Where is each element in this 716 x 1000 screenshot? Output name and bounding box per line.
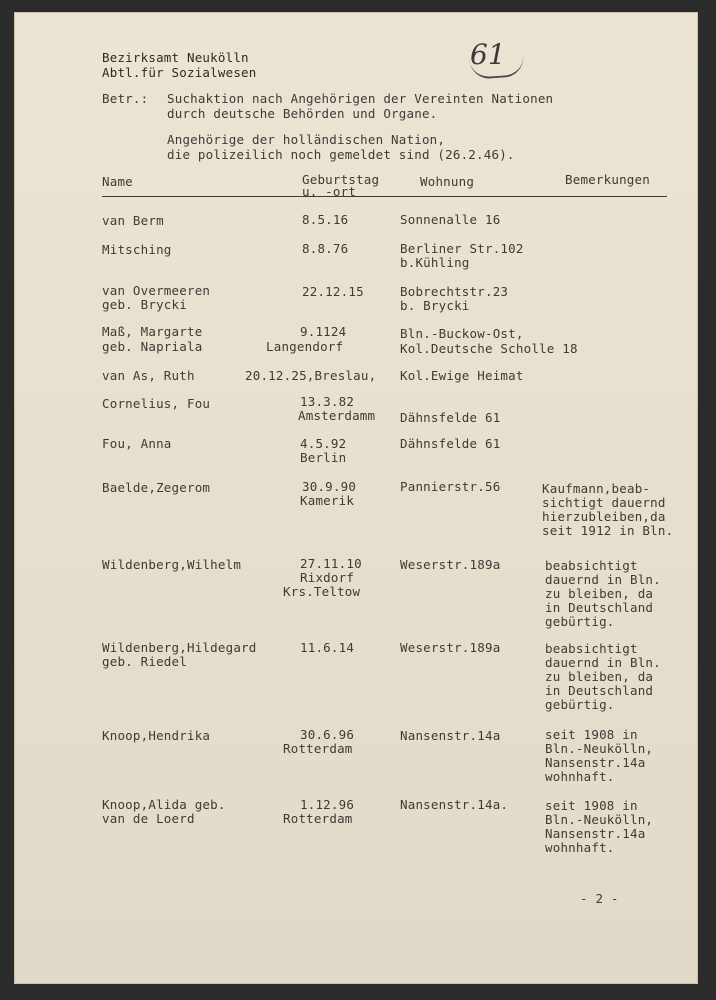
row-name: Baelde,Zegerom <box>102 480 211 495</box>
row-remarks: seit 1908 in <box>545 798 638 813</box>
row-residence: Kol.Ewige Heimat <box>400 368 524 383</box>
subject-line-1: Suchaktion nach Angehörigen der Vereinten Nationen <box>167 91 554 106</box>
row-birth: 13.3.82 <box>300 394 355 409</box>
row-name: Wildenberg,Wilhelm <box>102 557 242 572</box>
row-remarks: sichtigt dauernd <box>542 495 666 510</box>
row-residence: Bln.-Buckow-Ost, <box>400 326 524 341</box>
row-birth: Rotterdam <box>283 741 353 756</box>
row-name: Knoop,Alida geb. <box>102 797 226 812</box>
row-name: Mitsching <box>102 242 172 257</box>
row-name: van As, Ruth <box>102 368 195 383</box>
row-remarks: beabsichtigt <box>545 558 638 573</box>
row-remarks: wohnhaft. <box>545 840 615 855</box>
row-birth: 9.1124 <box>300 324 347 339</box>
row-birth: 4.5.92 <box>300 436 347 451</box>
row-remarks: beabsichtigt <box>545 641 638 656</box>
row-remarks: hierzubleiben,da <box>542 509 666 524</box>
page-number: - 2 - <box>580 891 619 906</box>
column-header-name: Name <box>102 174 133 189</box>
row-birth: 11.6.14 <box>300 640 355 655</box>
row-name: Cornelius, Fou <box>102 396 211 411</box>
row-name: Fou, Anna <box>102 436 172 451</box>
row-remarks: gebürtig. <box>545 697 615 712</box>
row-name: Knoop,Hendrika <box>102 728 211 743</box>
row-residence: Weserstr.189a <box>400 640 501 655</box>
row-remarks: seit 1912 in Bln. <box>542 523 674 538</box>
row-birth: Krs.Teltow <box>283 584 361 599</box>
row-residence: Berliner Str.102 <box>400 241 524 256</box>
intro-line-2: die polizeilich noch gemeldet sind (26.2.46). <box>167 147 515 162</box>
row-birth: 22.12.15 <box>302 284 364 299</box>
row-birth: Berlin <box>300 450 347 465</box>
row-birth: 20.12.25,Breslau, <box>245 368 377 383</box>
row-name: geb. Riedel <box>102 654 187 669</box>
row-name: Maß, Margarte <box>102 324 203 339</box>
row-residence: Weserstr.189a <box>400 557 501 572</box>
row-remarks: in Deutschland <box>545 683 654 698</box>
row-name: van Berm <box>102 213 164 228</box>
row-remarks: Bln.-Neukölln, <box>545 812 654 827</box>
row-birth: 27.11.10 <box>300 556 362 571</box>
row-birth: Amsterdamm <box>298 408 376 423</box>
row-name: van de Loerd <box>102 811 195 826</box>
row-remarks: Nansenstr.14a <box>545 755 646 770</box>
row-remarks: wohnhaft. <box>545 769 615 784</box>
row-remarks: zu bleiben, da <box>545 669 654 684</box>
row-birth: 8.5.16 <box>302 212 349 227</box>
row-birth: 1.12.96 <box>300 797 355 812</box>
row-remarks: gebürtig. <box>545 614 615 629</box>
row-residence: Dähnsfelde 61 <box>400 436 501 451</box>
row-remarks: Bln.-Neukölln, <box>545 741 654 756</box>
row-name: van Overmeeren <box>102 283 211 298</box>
subject-label: Betr.: <box>102 91 149 106</box>
row-remarks: in Deutschland <box>545 600 654 615</box>
column-header-birth-place: u. -ort <box>302 184 357 199</box>
column-header-birth: Geburtstag <box>302 172 380 187</box>
row-name: Wildenberg,Hildegard <box>102 640 257 655</box>
row-residence: b.Kühling <box>400 255 470 270</box>
row-name: geb. Napriala <box>102 339 203 354</box>
row-birth: 8.8.76 <box>302 241 349 256</box>
office-department: Abtl.für Sozialwesen <box>102 65 257 80</box>
header-rule <box>102 196 667 197</box>
row-residence: Nansenstr.14a. <box>400 797 509 812</box>
office-name: Bezirksamt Neukölln <box>102 50 249 65</box>
row-residence: b. Brycki <box>400 298 470 313</box>
row-residence: Kol.Deutsche Scholle 18 <box>400 341 578 356</box>
row-remarks: dauernd in Bln. <box>545 655 661 670</box>
row-residence: Nansenstr.14a <box>400 728 501 743</box>
intro-line-1: Angehörige der holländischen Nation, <box>167 132 446 147</box>
column-header-residence: Wohnung <box>420 174 475 189</box>
row-remarks: Kaufmann,beab- <box>542 481 651 496</box>
row-residence: Bobrechtstr.23 <box>400 284 509 299</box>
row-remarks: seit 1908 in <box>545 727 638 742</box>
handwritten-page-number: 61 <box>470 38 506 71</box>
row-name: geb. Brycki <box>102 297 187 312</box>
column-header-remarks: Bemerkungen <box>565 172 650 187</box>
row-birth: Rotterdam <box>283 811 353 826</box>
row-residence: Sonnenalle 16 <box>400 212 501 227</box>
row-residence: Dähnsfelde 61 <box>400 410 501 425</box>
row-birth: 30.9.90 <box>302 479 357 494</box>
row-remarks: dauernd in Bln. <box>545 572 661 587</box>
row-birth: 30.6.96 <box>300 727 355 742</box>
row-residence: Pannierstr.56 <box>400 479 501 494</box>
row-birth: Kamerik <box>300 493 355 508</box>
row-remarks: zu bleiben, da <box>545 586 654 601</box>
row-birth: Langendorf <box>266 339 344 354</box>
row-birth: Rixdorf <box>300 570 355 585</box>
row-remarks: Nansenstr.14a <box>545 826 646 841</box>
subject-line-2: durch deutsche Behörden und Organe. <box>167 106 438 121</box>
